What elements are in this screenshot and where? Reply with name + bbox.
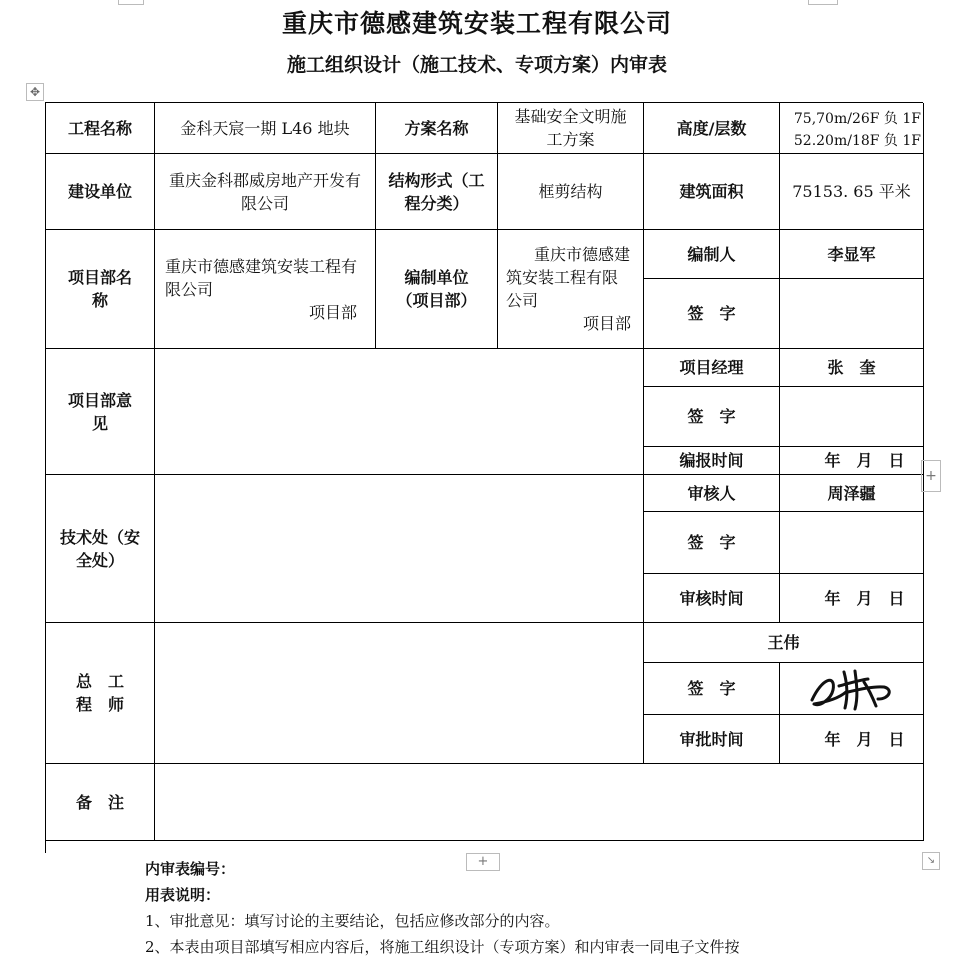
scheme-name-label: 方案名称 xyxy=(376,103,498,154)
pm-sign-label: 签 字 xyxy=(644,387,780,447)
pm-signature-field[interactable] xyxy=(780,387,924,447)
tech-opinion-field[interactable] xyxy=(155,475,644,623)
approve-time-label: 审批时间 xyxy=(644,715,780,764)
compiler-unit-label: 编制单位（项目部） xyxy=(376,230,498,349)
usage-label: 用表说明： xyxy=(145,886,221,904)
submit-time-label: 编报时间 xyxy=(644,447,780,475)
dept-opinion-field[interactable] xyxy=(155,349,644,475)
reviewer-signature-field[interactable] xyxy=(780,512,924,574)
add-row-icon[interactable]: + xyxy=(466,853,500,871)
add-column-icon[interactable]: + xyxy=(921,460,941,492)
remarks-label: 备 注 xyxy=(46,764,155,841)
height-label: 高度/层数 xyxy=(644,103,780,154)
project-name-label: 工程名称 xyxy=(46,103,155,154)
reviewer-label: 审核人 xyxy=(644,475,780,512)
review-table xyxy=(45,102,923,853)
chief-opinion-field[interactable] xyxy=(155,623,644,764)
dept-label: 项目部名称 xyxy=(46,230,155,349)
pm-value: 张 奎 xyxy=(780,349,924,387)
review-time-label: 审核时间 xyxy=(644,574,780,623)
reviewer-value: 周泽疆 xyxy=(780,475,924,512)
scheme-name-value: 基础安全文明施工方案 xyxy=(498,103,644,154)
chief-signature-field[interactable] xyxy=(780,663,924,715)
serial-number-label: 内审表编号： xyxy=(145,860,236,878)
structure-label: 结构形式（工程分类） xyxy=(376,154,498,230)
compiler-signature-field[interactable] xyxy=(780,279,924,349)
submit-date-field[interactable]: 年 月 日 xyxy=(780,447,924,475)
structure-value: 框剪结构 xyxy=(498,154,644,230)
owner-value: 重庆金科郡威房地产开发有限公司 xyxy=(155,154,376,230)
project-name-value: 金科天宸一期 L46 地块 xyxy=(155,103,376,154)
height-value-2: 52.20m/18F 负 1F xyxy=(793,133,921,149)
chief-engineer-name: 王伟 xyxy=(644,623,924,663)
note-item-2: 2、本表由项目部填写相应内容后，将施工组织设计（专项方案）和内审表一同电子文件按 xyxy=(145,938,740,956)
dept-opinion-label: 项目部意见 xyxy=(46,349,155,475)
area-value: 75153. 65 平米 xyxy=(780,154,924,230)
pm-label: 项目经理 xyxy=(644,349,780,387)
chief-engineer-label: 总 工程 师 xyxy=(46,623,155,764)
owner-label: 建设单位 xyxy=(46,154,155,230)
height-value-cell xyxy=(780,103,924,154)
dept-value-cell xyxy=(155,230,376,349)
table-resize-handle-icon[interactable]: ↘ xyxy=(922,852,940,870)
height-value-1: 75,70m/26F 负 1F xyxy=(793,111,921,127)
review-date-field[interactable]: 年 月 日 xyxy=(780,574,924,623)
reviewer-sign-label: 签 字 xyxy=(644,512,780,574)
chief-sign-label: 签 字 xyxy=(644,663,780,715)
compiler-value: 李显军 xyxy=(780,230,924,279)
dept-value: 重庆市德感建筑安装工程有限公司 xyxy=(165,256,358,299)
company-title: 重庆市德感建筑安装工程有限公司 xyxy=(281,9,672,38)
compiler-unit-cell xyxy=(498,230,644,349)
approve-date-field[interactable]: 年 月 日 xyxy=(780,715,924,764)
usage-notes xyxy=(145,856,740,960)
tech-dept-label: 技术处（安全处） xyxy=(46,475,155,623)
compiler-label: 编制人 xyxy=(644,230,780,279)
compiler-unit-value: 重庆市德感建筑安装工程有限公司 xyxy=(506,245,631,310)
table-move-handle-icon[interactable]: ✥ xyxy=(26,83,44,101)
remarks-field[interactable] xyxy=(155,764,924,841)
area-label: 建筑面积 xyxy=(644,154,780,230)
compiler-unit-suffix: 项目部 xyxy=(582,314,631,333)
dept-suffix: 项目部 xyxy=(308,302,357,322)
compiler-sign-label: 签 字 xyxy=(644,279,780,349)
note-item-1: 1、审批意见：填写讨论的主要结论，包括应修改部分的内容。 xyxy=(145,912,560,930)
form-subtitle: 施工组织设计（施工技术、专项方案）内审表 xyxy=(286,54,667,76)
handwritten-signature xyxy=(806,666,898,712)
